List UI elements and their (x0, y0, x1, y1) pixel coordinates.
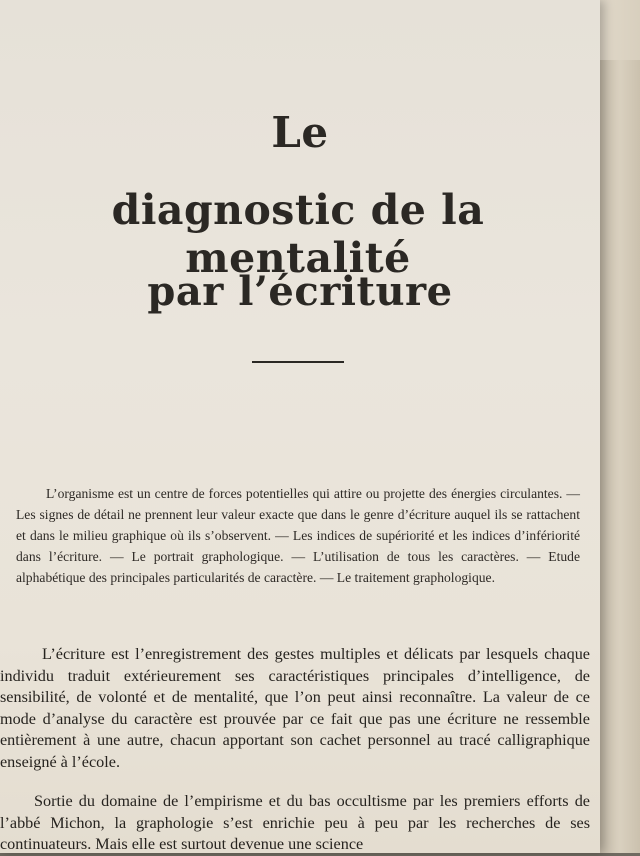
title-line-3: par l’écriture (147, 268, 453, 315)
title-line-1: Le (271, 108, 329, 157)
chapter-summary: L’organisme est un centre de forces potentielles qui attire ou projette des énergies circulantes. — Les signes de détail ne prennent leur valeur exacte que dans le genre d’écriture auquel ils se rattachent et dans le milieu graphique où ils s’observent. — Les indices de supériorité et les indices d’infériorité dans l’écriture. — Le portrait graphologique. — L’utilisation de tous les caractères. — Etude alphabétique des principales particularités de caractère. — Le traitement graphologique. (16, 486, 580, 585)
body-paragraph-1: L’écriture est l’enregistrement des gestes multiples et délicats par lesquels chaque individu traduit extérieurement ses caractéristiques principales d’intelligence, de sensibilité, de volonté et de mentalité, que l’on peut ainsi reconnaître. La valeur de ce mode d’analyse du caractère est prouvée par ce fait que pas une écriture ne ressemble entièrement à une autre, chacun apportant son cachet personnel au tracé calligraphique enseigné à l’école. (0, 645, 590, 771)
title-line-2: diagnostic de la mentalité (111, 186, 485, 282)
title-divider (252, 361, 344, 363)
body-paragraph-2: Sortie du domaine de l’empirisme et du bas occultisme par les premiers efforts de l’abbé Michon, la graphologie s’est enrichie peu à peu par les recherches de ses continuateurs. Mais elle est surtout devenue une science (0, 792, 590, 853)
